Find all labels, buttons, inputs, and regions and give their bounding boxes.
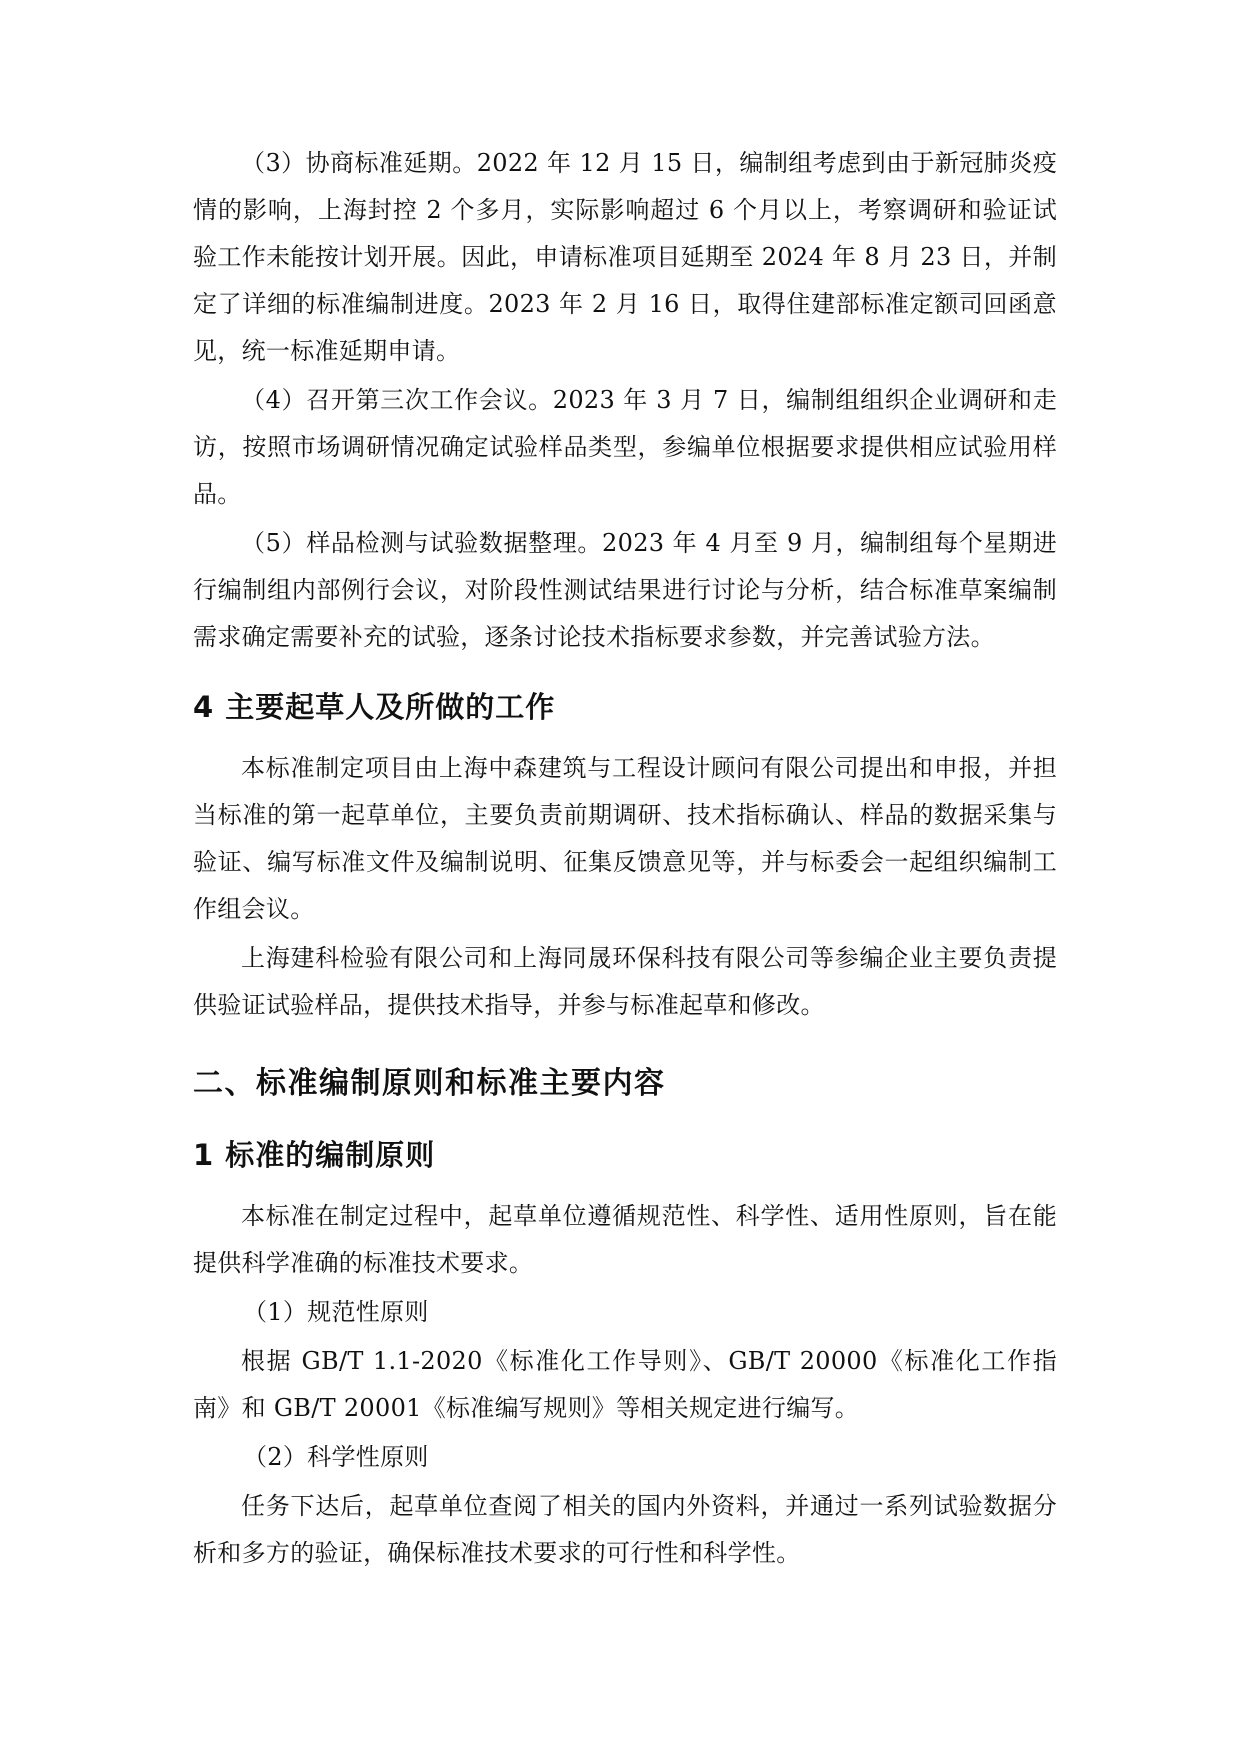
paragraph-lead-drafter: 本标准制定项目由上海中森建筑与工程设计顾问有限公司提出和申报，并担当标准的第一起草单位，主要负责前期调研、技术指标确认、样品的数据采集与验证、编写标准文件及编制说明、征集反馈意见等，并与标委会一起组织编制工作组会议。 bbox=[193, 754, 1057, 923]
paragraph-sample-testing: （5）样品检测与试验数据整理。2023 年 4 月至 9 月，编制组每个星期进行编制组内部例行会议，对阶段性测试结果进行讨论与分析，结合标准草案编制需求确定需要补充的试验，逐条讨论技术指标要求参数，并完善试验方法。 bbox=[193, 529, 1057, 651]
paragraph-third-meeting: （4）召开第三次工作会议。2023 年 3 月 7 日，编制组组织企业调研和走访，按照市场调研情况确定试验样品类型，参编单位根据要求提供相应试验用样品。 bbox=[193, 386, 1057, 508]
chapter-heading-principles-content: 二、标准编制原则和标准主要内容 bbox=[193, 1066, 666, 1101]
paragraph-principles-intro: 本标准在制定过程中，起草单位遵循规范性、科学性、适用性原则，旨在能提供科学准确的标准技术要求。 bbox=[193, 1202, 1057, 1277]
section-heading-main-drafters: 4 主要起草人及所做的工作 bbox=[193, 690, 556, 724]
item-normative-principle: （1）规范性原则 bbox=[243, 1298, 429, 1326]
paragraph-participating-units: 上海建科检验有限公司和上海同晟环保科技有限公司等参编企业主要负责提供验证试验样品，提供技术指导，并参与标准起草和修改。 bbox=[193, 944, 1057, 1019]
item-scientific-principle: （2）科学性原则 bbox=[243, 1443, 429, 1471]
section-heading-compilation-principles: 1 标准的编制原则 bbox=[193, 1138, 436, 1172]
paragraph-standard-extension: （3）协商标准延期。2022 年 12 月 15 日，编制组考虑到由于新冠肺炎疫情的影响，上海封控 2 个多月，实际影响超过 6 个月以上，考察调研和验证试验工作未能按计划开展。因此，申请标准项目延期至 2024 年 8 月 23 日，并制定了详细的标准编制进度。2023 年 2 月 16 日，取得住建部标准定额司回函意见，统一标准延期申请。 bbox=[193, 149, 1057, 365]
paragraph-normative-basis: 根据 GB/T 1.1-2020《标准化工作导则》、GB/T 20000《标准化工作指南》和 GB/T 20001《标准编写规则》等相关规定进行编写。 bbox=[193, 1347, 1057, 1422]
paragraph-scientific-basis: 任务下达后，起草单位查阅了相关的国内外资料，并通过一系列试验数据分析和多方的验证，确保标准技术要求的可行性和科学性。 bbox=[193, 1492, 1057, 1567]
